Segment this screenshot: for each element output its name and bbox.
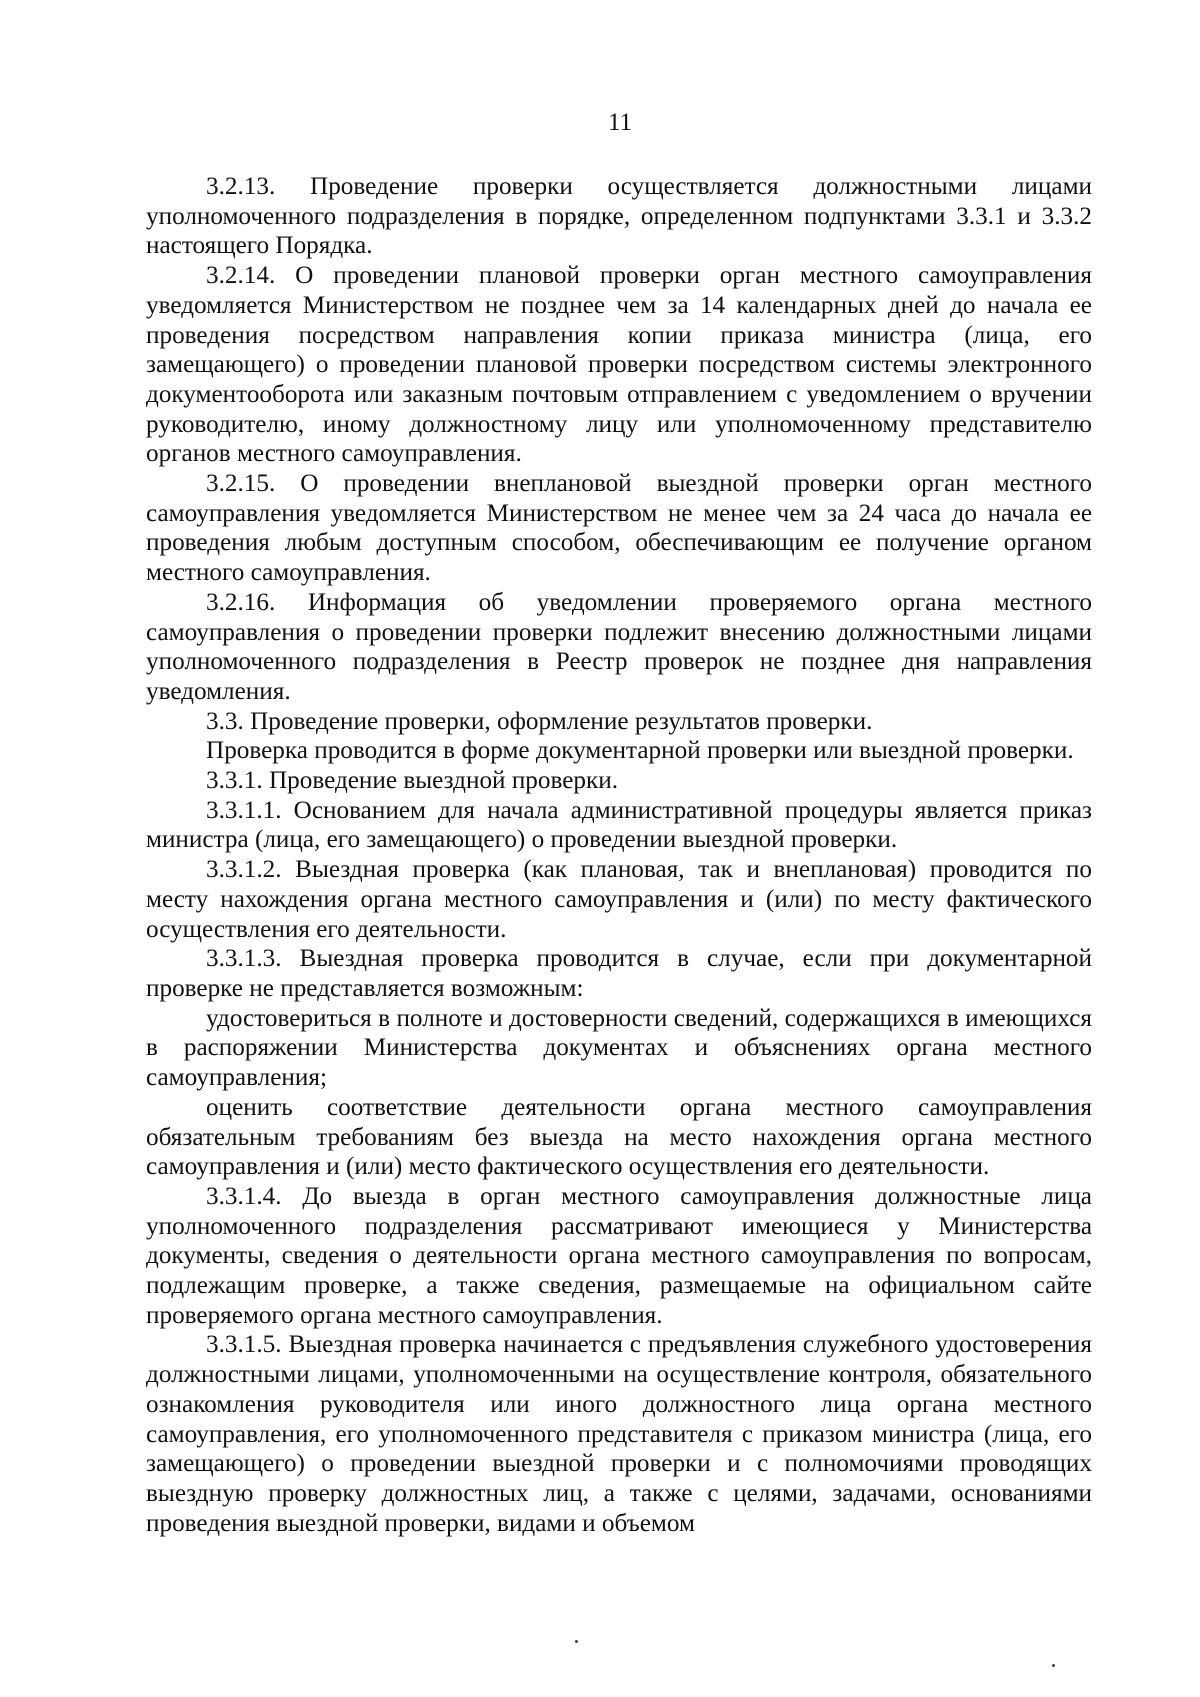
paragraph-3-2-16: 3.2.16. Информация об уведомлении проверяемого органа местного самоуправления о проведении проверки подлежит внесению должностными лицами уполномоченного подразделения в Реестр проверок не позднее дня направления уведомления. [146, 588, 1092, 705]
page-number: 11 [607, 109, 633, 136]
paragraph-3-3-1-3: 3.3.1.3. Выездная проверка проводится в случае, если при документарной проверке не представляется возможным: [146, 945, 1092, 1002]
paragraph-3-3-1-1: 3.3.1.1. Основанием для начала административной процедуры является приказ министра (лица, его замещающего) о проведении выездной проверки. [146, 796, 1092, 854]
paragraph-3-3-1: 3.3.1. Проведение выездной проверки. [206, 767, 619, 795]
paragraph-verify-completeness: удостовериться в полноте и достоверности сведений, содержащихся в имеющихся в распоряжении Министерства документах и объяснениях органа местного самоуправления; [146, 1004, 1092, 1092]
document-body [146, 172, 1092, 1538]
paragraph-3-2-15: 3.2.15. О проведении внеплановой выездной проверки орган местного самоуправления уведомляется Министерством не менее чем за 24 часа до начала ее проведения любым доступным способом, обеспечивающим ее получение органом местного самоуправления. [146, 470, 1092, 587]
paragraph-3-3-1-4: 3.3.1.4. До выезда в орган местного самоуправления должностные лица уполномоченного подразделения рассматривают имеющиеся у Министерства документы, сведения о деятельности органа местного самоуправления по вопросам, подлежащим проверке, а также сведения, размещаемые на официальном сайте проверяемого органа местного самоуправления. [146, 1182, 1092, 1329]
paragraph-3-3-1-5: 3.3.1.5. Выездная проверка начинается с предъявления служебного удостоверения должностными лицами, уполномоченными на осуществление контроля, обязательного ознакомления руководителя или иного должностного лица органа местного самоуправления, его уполномоченного представителя с приказом министра (лица, его замещающего) о проведении выездной проверки и с полномочиями проводящих выездную проверку должностных лиц, а также с целями, задачами, основаниями проведения выездной проверки, видами и объемом [146, 1331, 1092, 1537]
paragraph-check-forms: Проверка проводится в форме документарной проверки или выездной проверки. [206, 737, 1074, 765]
scan-speck [575, 1640, 578, 1643]
paragraph-3-3: 3.3. Проведение проверки, оформление результатов проверки. [206, 707, 873, 735]
paragraph-3-2-13: 3.2.13. Проведение проверки осуществляется должностными лицами уполномоченного подразделения в порядке, определенном подпунктами 3.3.1 и 3.3.2 настоящего Порядка. [146, 173, 1092, 260]
paragraph-3-3-1-2: 3.3.1.2. Выездная проверка (как плановая, так и внеплановая) проводится по месту нахождения органа местного самоуправления и (или) по месту фактического осуществления его деятельности. [146, 856, 1092, 943]
paragraph-assess-compliance: оценить соответствие деятельности органа местного самоуправления обязательным требованиям без выезда на место нахождения органа местного самоуправления и (или) место фактического осуществления его деятельности. [146, 1093, 1092, 1181]
paragraph-3-2-14: 3.2.14. О проведении плановой проверки орган местного самоуправления уведомляется Министерством не позднее чем за 14 календарных дней до начала ее проведения посредством направления копии приказа министра (лица, его замещающего) о проведении плановой проверки посредством системы электронного документооборота или заказным почтовым отправлением с уведомлением о вручении руководителю, иному должностному лицу или уполномоченному представителю органов местного самоуправления. [146, 262, 1092, 468]
scan-speck [1052, 1664, 1055, 1667]
